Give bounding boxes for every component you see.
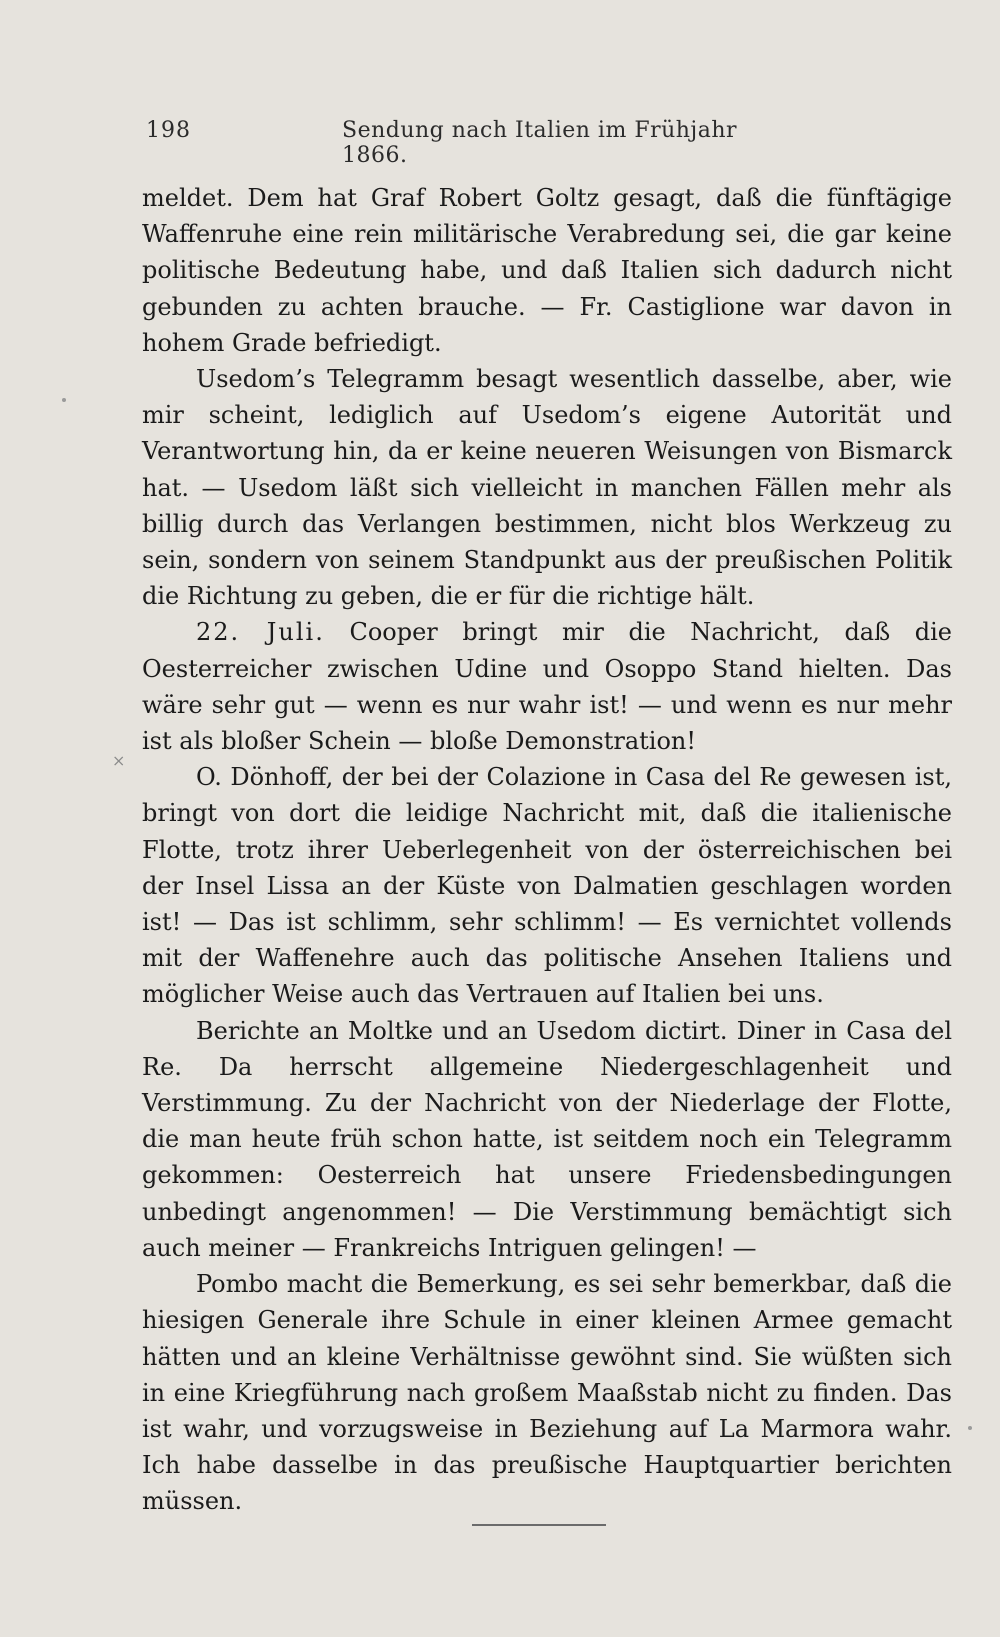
running-title: Sendung nach Italien im Frühjahr 1866.	[342, 118, 738, 168]
paragraph-3	[142, 614, 952, 759]
running-head	[146, 118, 806, 168]
paragraph-5: Berichte an Moltke und an Usedom dictirt. Diner in Casa del Re. Da herrscht allgemeine Niedergeschlagenheit und Verstimmung. Zu der Nachricht von der Niederlage der Flotte, die man heute früh schon hatte, ist seitdem noch ein Telegramm gekommen: Oesterreich hat unsere Friedensbedingungen unbedingt angenommen! — Die Verstimmung bemächtigt sich auch meiner — Frankreichs Intriguen gelingen! —	[142, 1016, 952, 1262]
paragraph-1: meldet. Dem hat Graf Robert Goltz gesagt, daß die fünftägige Waffenruhe eine rein militärische Verabredung sei, die gar keine politische Bedeutung habe, und daß Italien sich dadurch nicht gebunden zu achten brauche. — Fr. Castiglione war davon in hohem Grade befriedigt.	[142, 184, 952, 357]
end-rule	[472, 1524, 606, 1526]
paragraph-6: Pombo macht die Bemerkung, es sei sehr bemerkbar, daß die hiesigen Generale ihre Schule in einer kleinen Armee gemacht hätten und an kleine Verhältnisse gewöhnt sind. Sie wüßten sich in eine Kriegführung nach großem Maaßstab nicht zu finden. Das ist wahr, und vorzugsweise in Beziehung auf La Marmora wahr. Ich habe dasselbe in das preußische Hauptquartier berichten müssen.	[142, 1270, 952, 1516]
page-number: 198	[146, 118, 191, 143]
body-text	[142, 180, 952, 1520]
paragraph-2: Usedom’s Telegramm besagt wesentlich dasselbe, aber, wie mir scheint, lediglich auf Usedom’s eigene Autorität und Verantwortung hin, da er keine neueren Weisungen von Bismarck hat. — Usedom läßt sich vielleicht in manchen Fällen mehr als billig durch das Verlangen bestimmen, nicht blos Werkzeug zu sein, sondern von seinem Standpunkt aus der preußischen Politik die Richtung zu geben, die er für die richtige hält.	[142, 365, 952, 611]
paragraph-3-text: Cooper bringt mir die Nachricht, daß die Oesterreicher zwischen Udine und Osoppo Stand hielten. Das wäre sehr gut — wenn es nur wahr ist! — und wenn es nur mehr ist als bloßer Schein — bloße Demonstration!	[142, 618, 952, 756]
entry-date: 22. Juli.	[196, 618, 325, 647]
margin-cross-mark: ×	[112, 751, 126, 770]
margin-dot-right	[968, 1426, 972, 1430]
margin-dot-left	[62, 398, 66, 402]
paragraph-4: O. Dönhoff, der bei der Colazione in Casa del Re gewesen ist, bringt von dort die leidige Nachricht mit, daß die italienische Flotte, trotz ihrer Ueberlegenheit von der österreichischen bei der Insel Lissa an der Küste von Dalmatien geschlagen worden ist! — Das ist schlimm, sehr schlimm! — Es vernichtet vollends mit der Waffenehre auch das politische Ansehen Italiens und möglicher Weise auch das Vertrauen auf Italien bei uns.	[142, 763, 952, 1009]
